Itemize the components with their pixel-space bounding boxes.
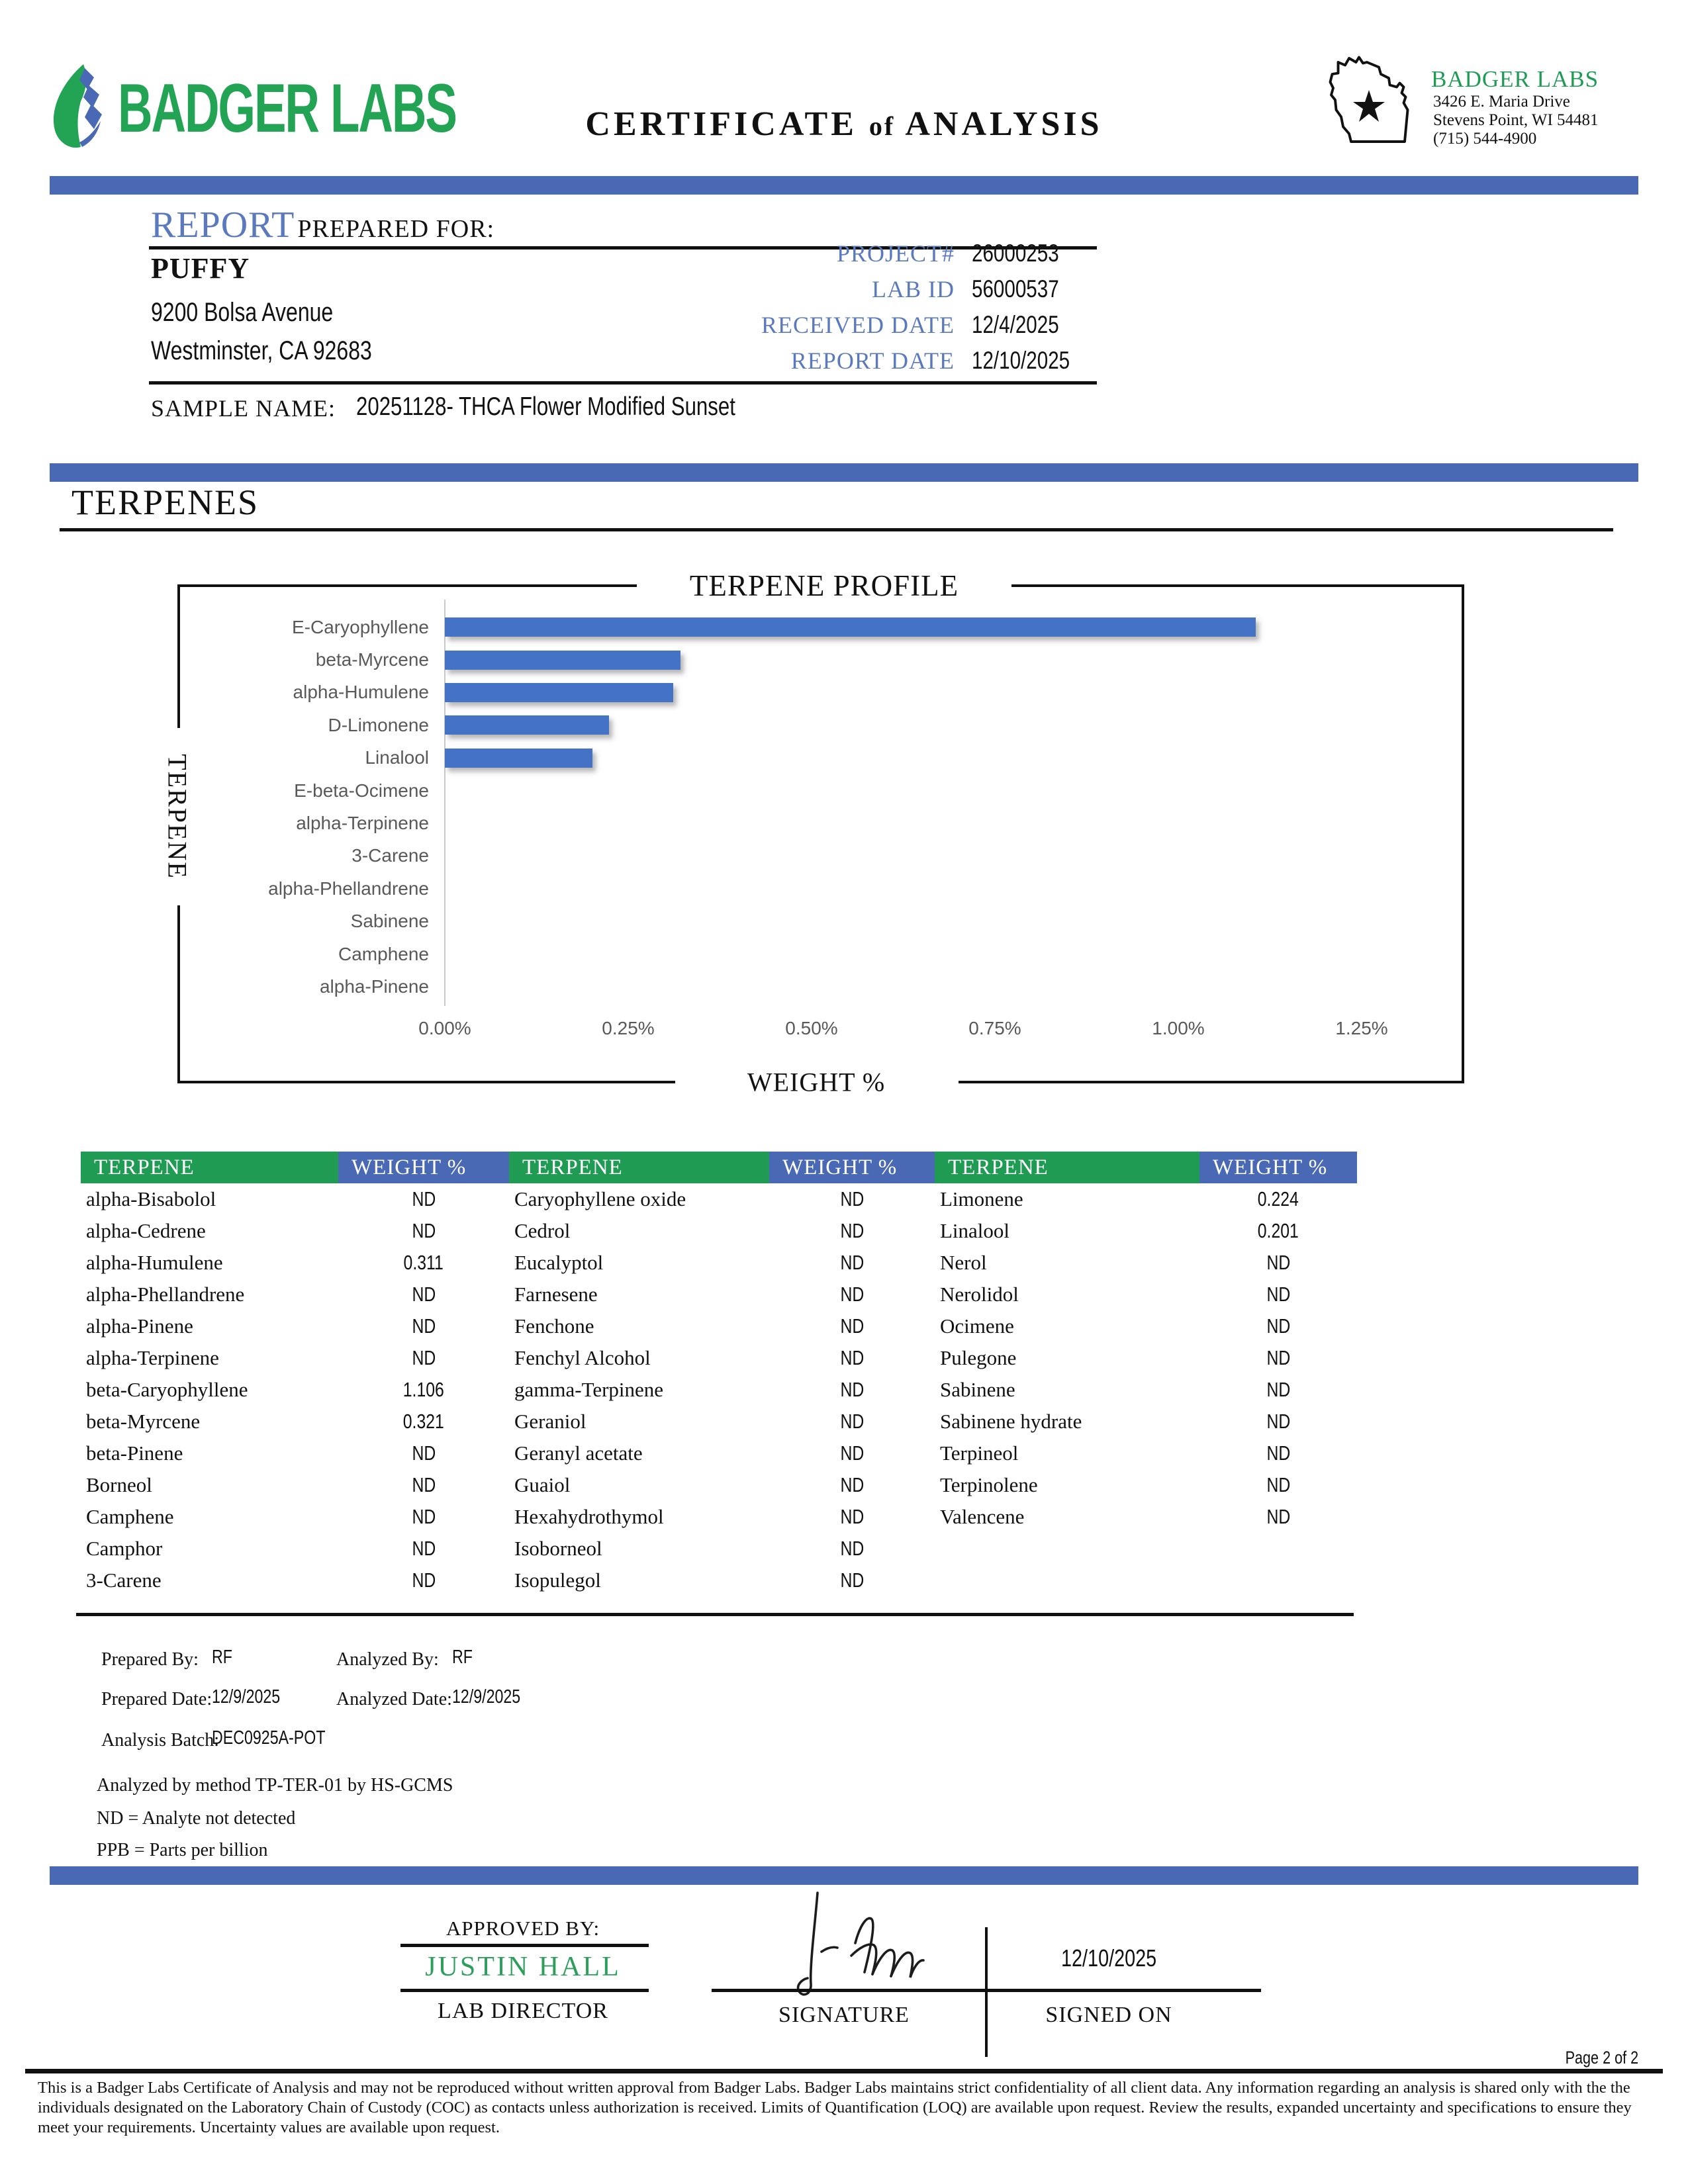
nd-definition-note: ND = Analyte not detected [97, 1808, 296, 1829]
chart-bar-row [445, 872, 1444, 905]
weight-value-cell: ND [1266, 1251, 1290, 1274]
chart-category-label: 3-Carene [352, 845, 429, 866]
lab-phone: (715) 544-4900 [1433, 130, 1537, 148]
weight-value-cell: ND [840, 1219, 864, 1242]
table-header-terpene: TERPENE [81, 1152, 338, 1183]
terpene-name-cell: Camphene [86, 1505, 174, 1528]
chart-bar-row [445, 938, 1444, 970]
client-address-line2: Westminster, CA 92683 [151, 336, 372, 365]
weight-value-cell: 0.224 [1257, 1187, 1299, 1210]
report-field-value: 12/10/2025 [972, 346, 1070, 374]
chart-title: TERPENE PROFILE [670, 569, 978, 603]
terpene-name-cell: Terpineol [940, 1441, 1019, 1465]
table-header-terpene: TERPENE [935, 1152, 1199, 1183]
chart-bar-row [445, 807, 1444, 839]
terpene-name-cell: beta-Caryophyllene [86, 1378, 248, 1401]
prepared-date-value: 12/9/2025 [212, 1686, 281, 1707]
approver-rule [400, 1989, 649, 1992]
terpene-name-cell: gamma-Terpinene [514, 1378, 664, 1401]
chart-category-label: alpha-Phellandrene [268, 878, 429, 899]
terpene-name-cell: Sabinene hydrate [940, 1410, 1082, 1433]
terpene-name-cell: Isoborneol [514, 1537, 602, 1560]
chart-bar-row [445, 905, 1444, 938]
report-field-row [457, 307, 1059, 343]
report-metadata-fields [457, 236, 1070, 379]
chart-category-label: beta-Myrcene [315, 649, 429, 670]
report-field-value: 26000253 [972, 239, 1059, 267]
report-field-label: PROJECT# [836, 240, 955, 267]
logo-wordmark: BADGER LABS [118, 70, 456, 147]
weight-value-cell: ND [840, 1251, 864, 1274]
weight-value-cell: ND [1266, 1378, 1290, 1401]
chart-bar-row [445, 970, 1444, 1003]
terpene-name-cell: Guaiol [514, 1473, 571, 1496]
page-title: CERTIFICATE of ANALYSIS [585, 105, 1103, 143]
chart-category-label: alpha-Pinene [319, 976, 429, 997]
sample-name-label: SAMPLE NAME: [151, 395, 336, 422]
terpene-name-cell: Cedrol [514, 1219, 571, 1242]
terpene-name-cell: alpha-Cedrene [86, 1219, 206, 1242]
chart-bar-row [445, 840, 1444, 872]
section-divider-bar [50, 463, 1638, 482]
report-field-label: RECEIVED DATE [761, 312, 955, 338]
chart-x-tick-label: 0.25% [602, 1018, 655, 1038]
client-name: PUFFY [151, 252, 250, 285]
chart-bar-row [445, 709, 1444, 741]
prepared-by-value: RF [212, 1647, 232, 1668]
report-label: REPORT [151, 205, 295, 246]
weight-value-cell: ND [1266, 1346, 1290, 1369]
weight-value-cell: 0.311 [403, 1251, 444, 1274]
signature-divider [985, 1927, 988, 2057]
terpene-name-cell: Fenchone [514, 1314, 594, 1338]
chart-x-tick-label: 0.75% [968, 1018, 1021, 1038]
terpene-name-cell: Isopulegol [514, 1569, 601, 1592]
prepared-date-label: Prepared Date: [101, 1689, 212, 1709]
report-field-label: REPORT DATE [790, 347, 955, 374]
chart-x-tick-label: 0.00% [418, 1018, 471, 1038]
chart-frame-bottom-left [177, 1081, 675, 1083]
table-bottom-rule [76, 1613, 1354, 1616]
terpene-name-cell [935, 1533, 1199, 1565]
report-field-row [457, 271, 1059, 307]
weight-value-cell: ND [1266, 1441, 1290, 1465]
terpene-name-cell: 3-Carene [86, 1569, 162, 1592]
terpene-name-cell: Geranyl acetate [514, 1441, 643, 1465]
terpene-name-cell [935, 1565, 1199, 1596]
table-row [81, 1215, 1357, 1247]
chart-y-axis-title: TERPENE [162, 745, 193, 889]
disclaimer-text: This is a Badger Labs Certificate of Analysis and may not be reproduced without written approval from Badger Labs. Badger Labs maintains strict confidentiality of all client data. Any information regarding an analysis is shared only with the the individuals designated on the Laboratory Chain of Custody (COC) as contacts unless authorization is received. Limits of Quantification (LOQ) are available upon request. Review the results, expanded uncertainty and specifications to ensure they meet your requirements. Uncertainty values are available upon request. [38, 2079, 1632, 2136]
table-header-weight: WEIGHT % [338, 1152, 509, 1183]
chart-frame-right [1462, 584, 1464, 1083]
terpene-name-cell: Eucalyptol [514, 1251, 604, 1274]
weight-value-cell: ND [412, 1569, 436, 1592]
weight-value-cell: ND [840, 1569, 864, 1592]
chart-category-labels [179, 611, 429, 1003]
terpene-name-cell: Farnesene [514, 1283, 598, 1306]
table-header-weight: WEIGHT % [1199, 1152, 1357, 1183]
weight-value-cell: ND [1266, 1314, 1290, 1338]
weight-value-cell: ND [840, 1537, 864, 1560]
terpene-profile-bar-chart [445, 611, 1444, 1003]
chart-bar [445, 617, 1256, 637]
weight-value-cell: ND [412, 1219, 436, 1242]
chart-bar [445, 683, 673, 702]
report-field-row [457, 236, 1059, 271]
table-row [81, 1310, 1357, 1342]
chart-bar [445, 749, 592, 768]
approver-name: JUSTIN HALL [425, 1952, 621, 1982]
analyzed-by-label: Analyzed By: [336, 1649, 439, 1670]
report-field-value: 56000537 [972, 275, 1059, 302]
weight-value-cell: ND [412, 1505, 436, 1528]
terpene-name-cell: beta-Pinene [86, 1441, 183, 1465]
weight-value-cell: ND [412, 1473, 436, 1496]
table-row [81, 1247, 1357, 1279]
analyzed-date-value: 12/9/2025 [452, 1686, 521, 1707]
chart-frame-top-left [177, 584, 637, 587]
terpene-name-cell: Limonene [940, 1187, 1023, 1210]
terpene-name-cell: Pulegone [940, 1346, 1017, 1369]
analysis-batch-value: DEC0925A-POT [212, 1727, 326, 1749]
weight-value-cell: ND [1266, 1410, 1290, 1433]
method-note: Analyzed by method TP-TER-01 by HS-GCMS [97, 1775, 453, 1796]
approved-by-label: APPROVED BY: [445, 1917, 600, 1940]
page-number: Page 2 of 2 [1565, 2048, 1638, 2068]
chart-category-label: Linalool [365, 747, 429, 768]
terpene-name-cell: alpha-Terpinene [86, 1346, 219, 1369]
chart-category-label: alpha-Humulene [293, 682, 429, 703]
terpene-name-cell: Fenchyl Alcohol [514, 1346, 651, 1369]
weight-value-cell: ND [840, 1187, 864, 1210]
weight-value-cell: 0.321 [402, 1410, 445, 1433]
table-row [81, 1469, 1357, 1501]
ppb-definition-note: PPB = Parts per billion [97, 1840, 268, 1860]
sample-name-value: 20251128- THCA Flower Modified Sunset [356, 392, 735, 421]
terpene-name-cell: beta-Myrcene [86, 1410, 201, 1433]
chart-x-tick-label: 1.25% [1335, 1018, 1388, 1038]
signature-label: SIGNATURE [778, 2003, 910, 2027]
signature-image [755, 1888, 980, 2000]
analysis-batch-label: Analysis Batch: [101, 1730, 220, 1751]
terpene-name-cell: Valencene [940, 1505, 1025, 1528]
terpene-name-cell: alpha-Phellandrene [86, 1283, 245, 1306]
table-row [81, 1279, 1357, 1310]
chart-frame-top-right [1011, 584, 1464, 587]
analyzed-by-value: RF [452, 1647, 473, 1668]
terpene-name-cell: alpha-Bisabolol [86, 1187, 216, 1210]
table-header-weight: WEIGHT % [769, 1152, 935, 1183]
weight-value-cell [1199, 1565, 1357, 1596]
chart-x-tick-label: 0.50% [785, 1018, 838, 1038]
table-row [81, 1374, 1357, 1406]
chart-category-label: alpha-Terpinene [296, 813, 429, 834]
report-block-rule [149, 381, 1097, 385]
weight-value-cell: ND [412, 1537, 436, 1560]
chart-x-tick-label: 1.00% [1152, 1018, 1205, 1038]
table-row [81, 1406, 1357, 1437]
table-row [81, 1183, 1357, 1215]
chart-category-label: Camphene [338, 943, 429, 964]
wisconsin-map-icon [1323, 54, 1423, 146]
chart-bar-row [445, 676, 1444, 709]
lab-name: BADGER LABS [1431, 66, 1599, 92]
chart-category-label: D-Limonene [328, 714, 429, 735]
table-row [81, 1565, 1357, 1596]
chart-x-axis-title: WEIGHT % [725, 1067, 908, 1098]
weight-value-cell: ND [412, 1346, 436, 1369]
terpene-name-cell: alpha-Pinene [86, 1314, 193, 1338]
footer-divider-bar [50, 1866, 1638, 1885]
chart-category-label: E-Caryophyllene [292, 616, 429, 637]
lab-address-line2: Stevens Point, WI 54481 [1433, 111, 1599, 129]
chart-bar [445, 651, 680, 670]
footer-rule [25, 2069, 1663, 2073]
terpene-name-cell: Nerolidol [940, 1283, 1019, 1306]
report-field-row [457, 343, 1070, 379]
table-header-terpene: TERPENE [509, 1152, 769, 1183]
terpene-name-cell: Hexahydrothymol [514, 1505, 664, 1528]
header-divider-bar [50, 176, 1638, 195]
weight-value-cell: ND [412, 1187, 436, 1210]
client-address-line1: 9200 Bolsa Avenue [151, 298, 334, 327]
weight-value-cell: ND [412, 1314, 436, 1338]
table-row [81, 1501, 1357, 1533]
terpene-name-cell: Linalool [940, 1219, 1010, 1242]
weight-value-cell: ND [1266, 1505, 1290, 1528]
weight-value-cell: ND [840, 1441, 864, 1465]
chart-bar [445, 715, 609, 735]
terpene-name-cell: Sabinene [940, 1378, 1015, 1401]
chart-frame-bottom-right [959, 1081, 1464, 1083]
terpene-name-cell: Ocimene [940, 1314, 1014, 1338]
terpene-name-cell: Caryophyllene oxide [514, 1187, 686, 1210]
weight-value-cell: ND [840, 1283, 864, 1306]
approver-title: LAB DIRECTOR [438, 1999, 608, 2023]
table-row [81, 1533, 1357, 1565]
weight-value-cell: 0.201 [1257, 1219, 1299, 1242]
signed-on-label: SIGNED ON [1045, 2003, 1172, 2027]
weight-value-cell: ND [412, 1441, 436, 1465]
weight-value-cell: ND [840, 1473, 864, 1496]
terpene-name-cell: Terpinolene [940, 1473, 1038, 1496]
chart-category-label: E-beta-Ocimene [294, 780, 429, 801]
terpene-name-cell: Geraniol [514, 1410, 586, 1433]
terpene-name-cell: Nerol [940, 1251, 987, 1274]
chart-bar-row [445, 611, 1444, 643]
chart-bar-row [445, 643, 1444, 676]
chart-category-label: Sabinene [350, 911, 429, 932]
table-row [81, 1342, 1357, 1374]
weight-value-cell: ND [412, 1283, 436, 1306]
weight-value-cell: 1.106 [402, 1378, 445, 1401]
terpenes-title-rule [60, 528, 1613, 531]
table-row [81, 1437, 1357, 1469]
weight-value-cell: ND [840, 1346, 864, 1369]
terpene-name-cell: alpha-Humulene [86, 1251, 223, 1274]
report-field-label: LAB ID [872, 276, 955, 302]
prepared-by-label: Prepared By: [101, 1649, 199, 1670]
weight-value-cell: ND [840, 1314, 864, 1338]
chart-bar-row [445, 774, 1444, 807]
terpene-name-cell: Camphor [86, 1537, 163, 1560]
chart-bar-row [445, 742, 1444, 774]
signed-date: 12/10/2025 [1060, 1944, 1157, 1972]
weight-value-cell: ND [840, 1378, 864, 1401]
lab-address-line1: 3426 E. Maria Drive [1433, 93, 1570, 111]
weight-value-cell: ND [840, 1410, 864, 1433]
prepared-for-label: PREPARED FOR: [297, 215, 495, 243]
terpene-name-cell: Borneol [86, 1473, 152, 1496]
terpene-results-table [81, 1152, 1357, 1596]
weight-value-cell: ND [840, 1505, 864, 1528]
report-section-heading [151, 204, 494, 246]
weight-value-cell: ND [1266, 1283, 1290, 1306]
approved-by-rule [400, 1944, 649, 1947]
weight-value-cell: ND [1266, 1473, 1290, 1496]
badger-labs-leaf-logo [48, 63, 114, 149]
weight-value-cell [1199, 1533, 1357, 1565]
table-header-row [81, 1152, 1357, 1183]
terpenes-section-title: TERPENES [71, 482, 259, 522]
report-field-value: 12/4/2025 [972, 310, 1059, 338]
analyzed-date-label: Analyzed Date: [336, 1689, 452, 1709]
